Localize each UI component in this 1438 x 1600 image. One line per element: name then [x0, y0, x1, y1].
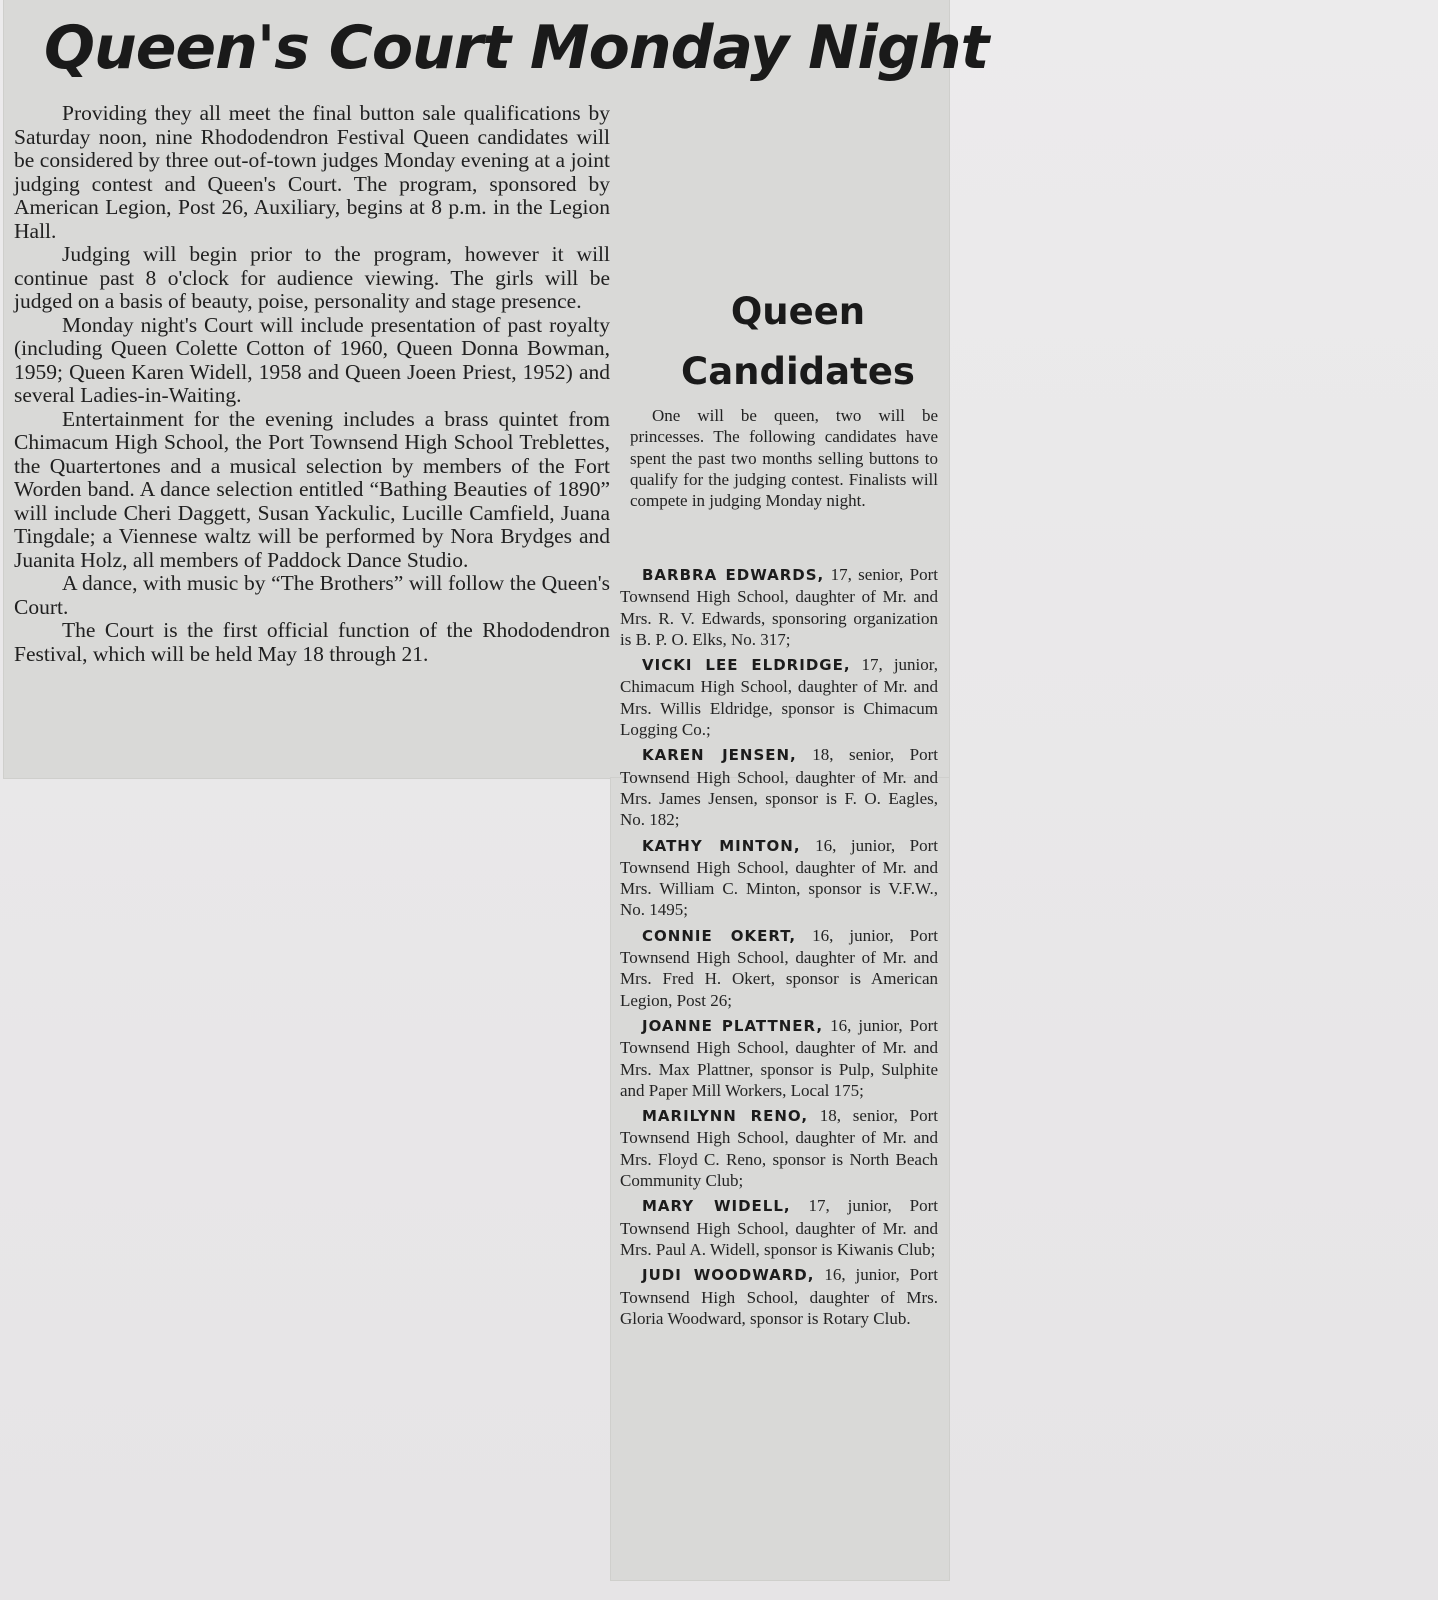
story-paragraph: Providing they all meet the final button sale qualifications by Saturday noon, nine Rhododendron Festival Queen candidates will be considered by three out-of-town judges Monday evening at a joint judging contest and Queen's Court. The program, sponsored by American Legion, Post 26, Auxiliary, begins at 8 p.m. in the Legion Hall. [14, 101, 610, 243]
story-paragraph: The Court is the first official function of the Rhododendron Festival, which will be held May 18 through 21. [14, 618, 610, 666]
candidate-name: MARILYNN RENO, [642, 1107, 809, 1126]
candidate-name: KAREN JENSEN, [642, 746, 797, 765]
sidebar-title [680, 282, 916, 402]
candidate-name: KATHY MINTON, [642, 836, 801, 855]
candidate-details: 17, junior, Chimacum High School, daughter of Mr. and Mrs. Willis Eldridge, sponsor is Chimacum Logging Co.; [620, 655, 938, 740]
sidebar-title-line: Candidates [681, 350, 915, 393]
candidate-details: 16, junior, Port Townsend High School, daughter of Mr. and Mrs. William C. Minton, sponsor is V.F.W., No. 1495; [620, 835, 938, 920]
candidate-name: VICKI LEE ELDRIDGE, [642, 656, 851, 675]
candidate-details: 18, senior, Port Townsend High School, daughter of Mr. and Mrs. Floyd C. Reno, sponsor is North Beach Community Club; [620, 1106, 938, 1191]
candidate-list [620, 564, 938, 1329]
story-paragraph: Monday night's Court will include presentation of past royalty (including Queen Colette Cotton of 1960, Queen Donna Bowman, 1959; Queen Karen Widell, 1958 and Queen Joeen Priest, 1952) and several Ladies-in-Waiting. [14, 312, 610, 407]
candidate-entry [620, 1015, 938, 1101]
candidate-name: MARY WIDELL, [642, 1197, 791, 1216]
candidate-name: BARBRA EDWARDS, [642, 566, 825, 584]
candidate-entry [620, 925, 938, 1011]
candidate-entry [620, 1195, 938, 1260]
candidate-entry [620, 1264, 938, 1329]
candidate-name: JOANNE PLATTNER, [642, 1016, 824, 1035]
candidate-entry [620, 1105, 938, 1191]
story-paragraph: A dance, with music by “The Brothers” will follow the Queen's Court. [14, 571, 610, 619]
candidate-entry [620, 564, 938, 650]
candidate-entry [620, 744, 938, 830]
sidebar-intro: One will be queen, two will be princesses. The following candidates have spent the past two months selling buttons to qualify for the judging contest. Finalists will compete in judging Monday night. [630, 406, 938, 511]
candidate-name: JUDI WOODWARD, [642, 1266, 815, 1285]
candidate-entry [620, 835, 938, 921]
candidate-details: 16, junior, Port Townsend High School, daughter of Mrs. Gloria Woodward, sponsor is Rotary Club. [620, 1265, 938, 1328]
candidate-details: 16, junior, Port Townsend High School, daughter of Mr. and Mrs. Max Plattner, sponsor is Pulp, Sulphite and Paper Mill Workers, Local 175; [620, 1015, 939, 1100]
headline: Queen's Court Monday Night [44, 13, 989, 83]
story-paragraph: Judging will begin prior to the program, however it will continue past 8 o'clock for audience viewing. The girls will be judged on a basis of beauty, poise, personality and stage presence. [14, 242, 610, 313]
candidate-entry [620, 654, 938, 740]
sidebar-title-line: Queen [730, 290, 866, 333]
candidate-details: 18, senior, Port Townsend High School, daughter of Mr. and Mrs. James Jensen, sponsor is F. O. Eagles, No. 182; [620, 745, 938, 830]
candidate-details: 17, junior, Port Townsend High School, daughter of Mr. and Mrs. Paul A. Widell, sponsor is Kiwanis Club; [620, 1196, 938, 1259]
candidate-details: 16, junior, Port Townsend High School, daughter of Mr. and Mrs. Fred H. Okert, sponsor is American Legion, Post 26; [620, 925, 938, 1010]
candidate-details: 17, senior, Port Townsend High School, daughter of Mr. and Mrs. R. V. Edwards, sponsoring organization is B. P. O. Elks, No. 317; [620, 565, 938, 649]
sidebar-intro-block [630, 405, 938, 521]
story-paragraph: Entertainment for the evening includes a brass quintet from Chimacum High School, the Port Townsend High School Treblettes, the Quartertones and a musical selection by members of the Fort Worden band. A dance selection entitled “Bathing Beauties of 1890” will include Cheri Daggett, Susan Yackulic, Lucille Camfield, Juana Tingdale; a Viennese waltz will be performed by Nora Brydges and Juanita Holz, all members of Paddock Dance Studio. [14, 406, 610, 572]
candidate-name: CONNIE OKERT, [642, 926, 797, 945]
